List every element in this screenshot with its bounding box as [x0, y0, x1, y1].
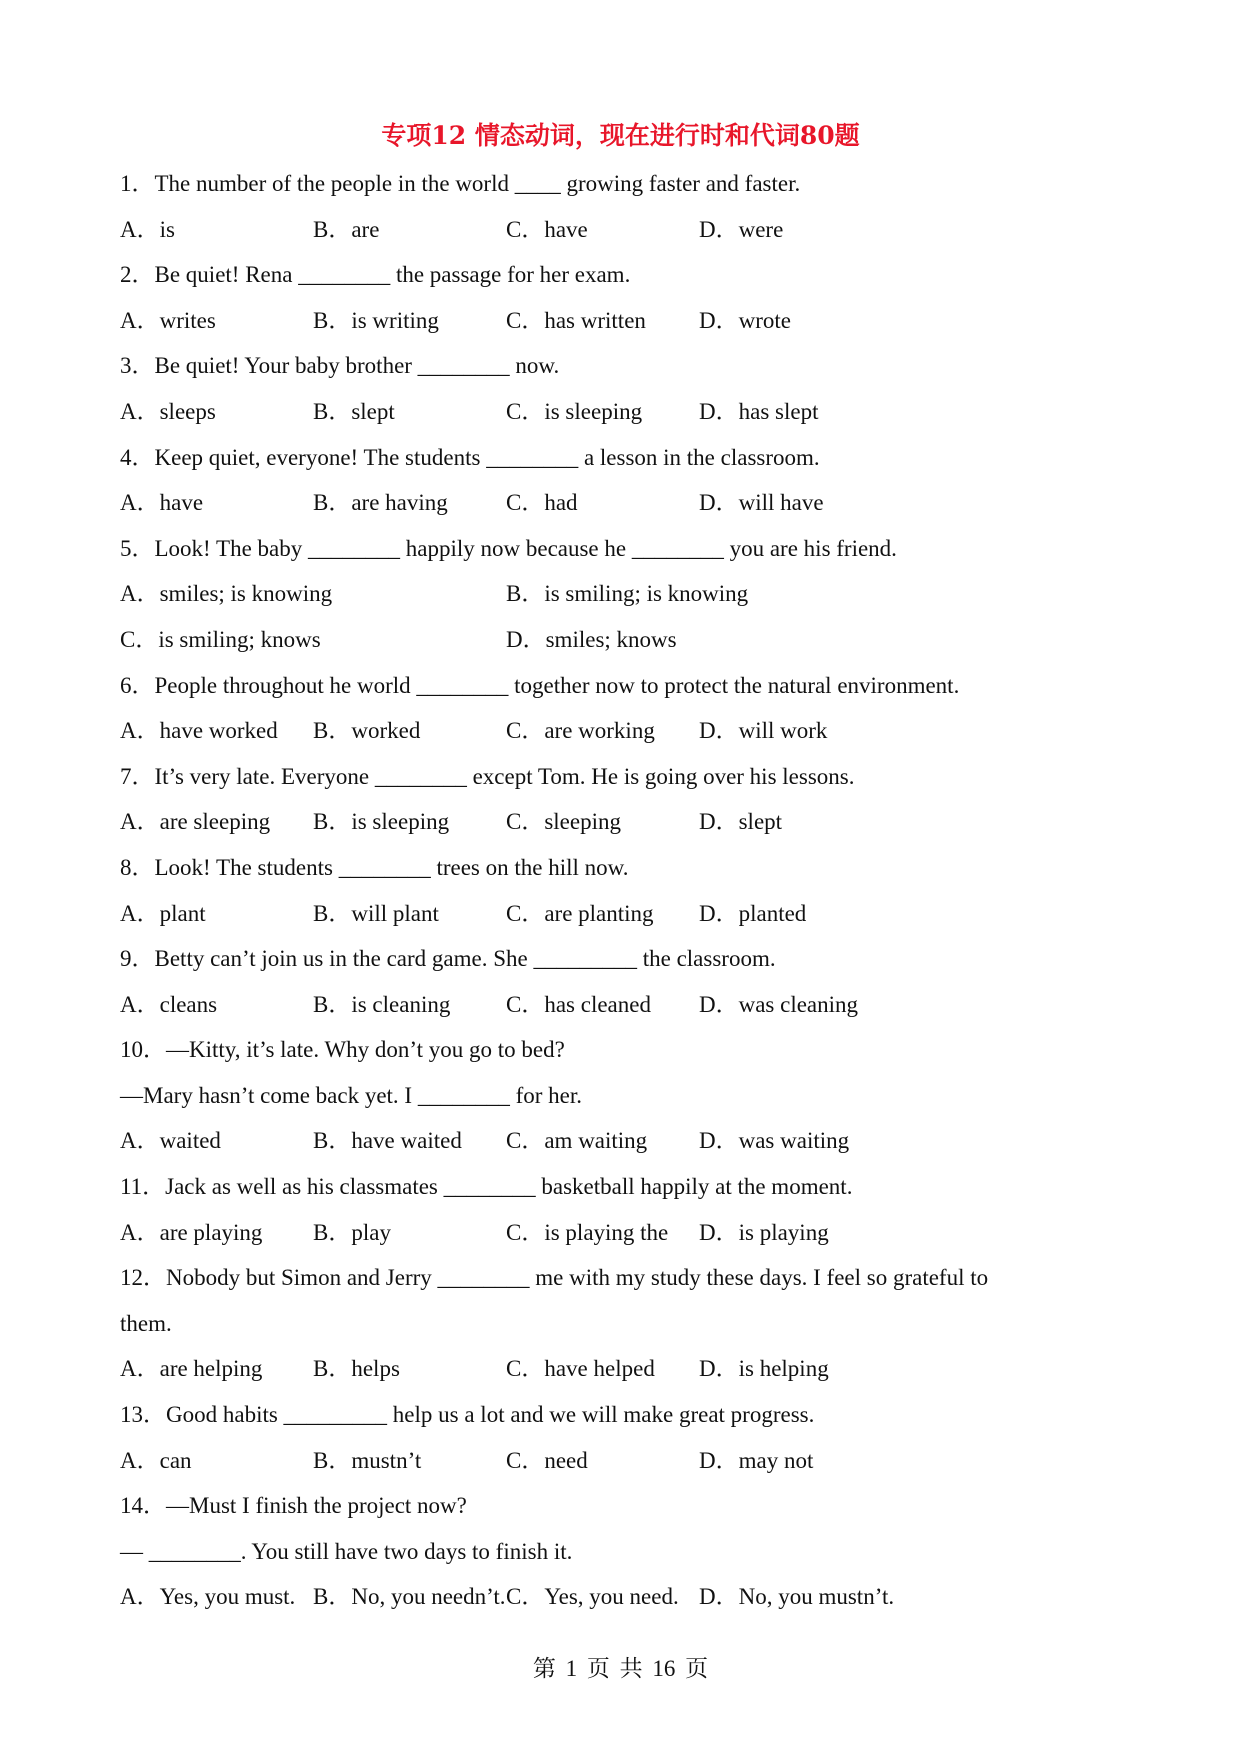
answer-option: B．No, you needn’t. — [313, 1584, 506, 1610]
answer-option: D．wrote — [699, 307, 791, 333]
question-stem: — ________. You still have two days to finish it. — [120, 1538, 573, 1564]
answer-option: D．will have — [699, 490, 824, 516]
question-stem: 9．Betty can’t join us in the card game. She _________ the classroom. — [120, 946, 776, 972]
answer-option: D．has slept — [699, 398, 819, 424]
page-title: 专项12 情态动词，现在进行时和代词80题 — [381, 121, 860, 150]
option-row — [120, 1210, 1130, 1256]
answer-option: D．were — [699, 216, 784, 242]
question-stem: them. — [120, 1310, 172, 1336]
option-row — [120, 1574, 1130, 1620]
answer-option: B．mustn’t — [313, 1447, 422, 1473]
answer-option: B．is sleeping — [313, 809, 450, 835]
question-item — [120, 1027, 1130, 1164]
option-row — [120, 617, 1130, 663]
answer-option: B．slept — [313, 398, 395, 424]
question-stem: 11．Jack as well as his classmates ________ basketball happily at the moment. — [120, 1174, 853, 1200]
question-stem: 10．—Kitty, it’s late. Why don’t you go to bed? — [120, 1037, 565, 1063]
answer-option: A．can — [120, 1447, 192, 1473]
answer-option: A．sleeps — [120, 398, 216, 424]
question-stem: 3．Be quiet! Your baby brother ________ now. — [120, 353, 560, 379]
question-list — [120, 161, 1130, 1620]
answer-option: C．Yes, you need. — [506, 1584, 679, 1610]
answer-option: C．have helped — [506, 1356, 655, 1382]
option-row — [120, 982, 1130, 1028]
question-item — [120, 526, 1130, 663]
question-item — [120, 1483, 1130, 1620]
question-stem: 4．Keep quiet, everyone! The students ________ a lesson in the classroom. — [120, 444, 820, 470]
option-row — [120, 480, 1130, 526]
answer-option: A．writes — [120, 307, 216, 333]
question-item — [120, 845, 1130, 936]
answer-option: D．will work — [699, 718, 828, 744]
answer-option: C．is smiling; knows — [120, 626, 321, 652]
page-footer: 第 1 页 共 16 页 — [532, 1656, 709, 1681]
answer-option: A．cleans — [120, 991, 218, 1017]
answer-option: D．was waiting — [699, 1128, 850, 1154]
question-item — [120, 343, 1130, 434]
answer-option: B．is cleaning — [313, 991, 451, 1017]
question-stem: 13．Good habits _________ help us a lot and we will make great progress. — [120, 1402, 815, 1428]
question-stem: 5．Look! The baby ________ happily now because he ________ you are his friend. — [120, 535, 897, 561]
answer-option: C．has cleaned — [506, 991, 651, 1017]
answer-option: B．are — [313, 216, 380, 242]
answer-option: B．worked — [313, 718, 421, 744]
answer-option: C．need — [506, 1447, 588, 1473]
option-row — [120, 207, 1130, 253]
answer-option: A．have — [120, 490, 204, 516]
answer-option: B．is smiling; is knowing — [506, 581, 749, 607]
question-stem: 7．It’s very late. Everyone ________ except Tom. He is going over his lessons. — [120, 763, 855, 789]
option-row — [120, 708, 1130, 754]
question-item — [120, 252, 1130, 343]
answer-option: B．have waited — [313, 1128, 462, 1154]
answer-option: C．had — [506, 490, 578, 516]
answer-option: D．No, you mustn’t. — [699, 1584, 895, 1610]
answer-option: D．slept — [699, 809, 783, 835]
question-stem: 1．The number of the people in the world ____ growing faster and faster. — [120, 171, 801, 196]
question-stem: —Mary hasn’t come back yet. I ________ for her. — [120, 1082, 583, 1108]
question-item — [120, 936, 1130, 1027]
answer-option: B．will plant — [313, 900, 439, 926]
answer-option: C．are planting — [506, 900, 654, 926]
question-stem: 6．People throughout he world ________ together now to protect the natural environment. — [120, 672, 960, 698]
question-stem: 12．Nobody but Simon and Jerry ________ me with my study these days. I feel so grateful to — [120, 1265, 989, 1291]
answer-option: D．planted — [699, 900, 807, 926]
answer-option: C．is sleeping — [506, 398, 643, 424]
question-stem: 14．—Must I finish the project now? — [120, 1493, 467, 1519]
option-row — [120, 298, 1130, 344]
answer-option: B．helps — [313, 1356, 400, 1382]
question-stem: 2．Be quiet! Rena ________ the passage for her exam. — [120, 262, 631, 288]
answer-option: A．smiles; is knowing — [120, 581, 333, 607]
option-row — [120, 389, 1130, 435]
question-stem: 8．Look! The students ________ trees on the hill now. — [120, 854, 629, 880]
answer-option: A．Yes, you must. — [120, 1584, 296, 1610]
answer-option: A．have worked — [120, 718, 278, 744]
answer-option: A．is — [120, 216, 175, 242]
answer-option: D．is playing — [699, 1219, 829, 1245]
option-row — [120, 799, 1130, 845]
question-item — [120, 1255, 1130, 1392]
answer-option: B．play — [313, 1219, 391, 1245]
answer-option: D．was cleaning — [699, 991, 859, 1017]
question-item — [120, 1164, 1130, 1255]
answer-option: D．is helping — [699, 1356, 829, 1382]
answer-option: B．is writing — [313, 307, 439, 333]
question-item — [120, 435, 1130, 526]
answer-option: A．are playing — [120, 1219, 263, 1245]
option-row — [120, 891, 1130, 937]
answer-option: B．are having — [313, 490, 448, 516]
option-row — [120, 1438, 1130, 1484]
answer-option: A．are helping — [120, 1356, 263, 1382]
answer-option: C．is playing the — [506, 1219, 669, 1245]
question-item — [120, 663, 1130, 754]
answer-option: C．have — [506, 216, 588, 242]
answer-option: A．waited — [120, 1128, 221, 1154]
option-row — [120, 571, 1130, 617]
answer-option: C．sleeping — [506, 809, 621, 835]
answer-option: C．has written — [506, 307, 646, 333]
answer-option: C．are working — [506, 718, 655, 744]
question-item — [120, 754, 1130, 845]
answer-option: C．am waiting — [506, 1128, 648, 1154]
answer-option: A．plant — [120, 900, 206, 926]
answer-option: D．may not — [699, 1447, 814, 1473]
option-row — [120, 1346, 1130, 1392]
question-item — [120, 1392, 1130, 1483]
answer-option: D．smiles; knows — [506, 626, 677, 652]
question-item — [120, 161, 1130, 252]
option-row — [120, 1118, 1130, 1164]
answer-option: A．are sleeping — [120, 809, 271, 835]
